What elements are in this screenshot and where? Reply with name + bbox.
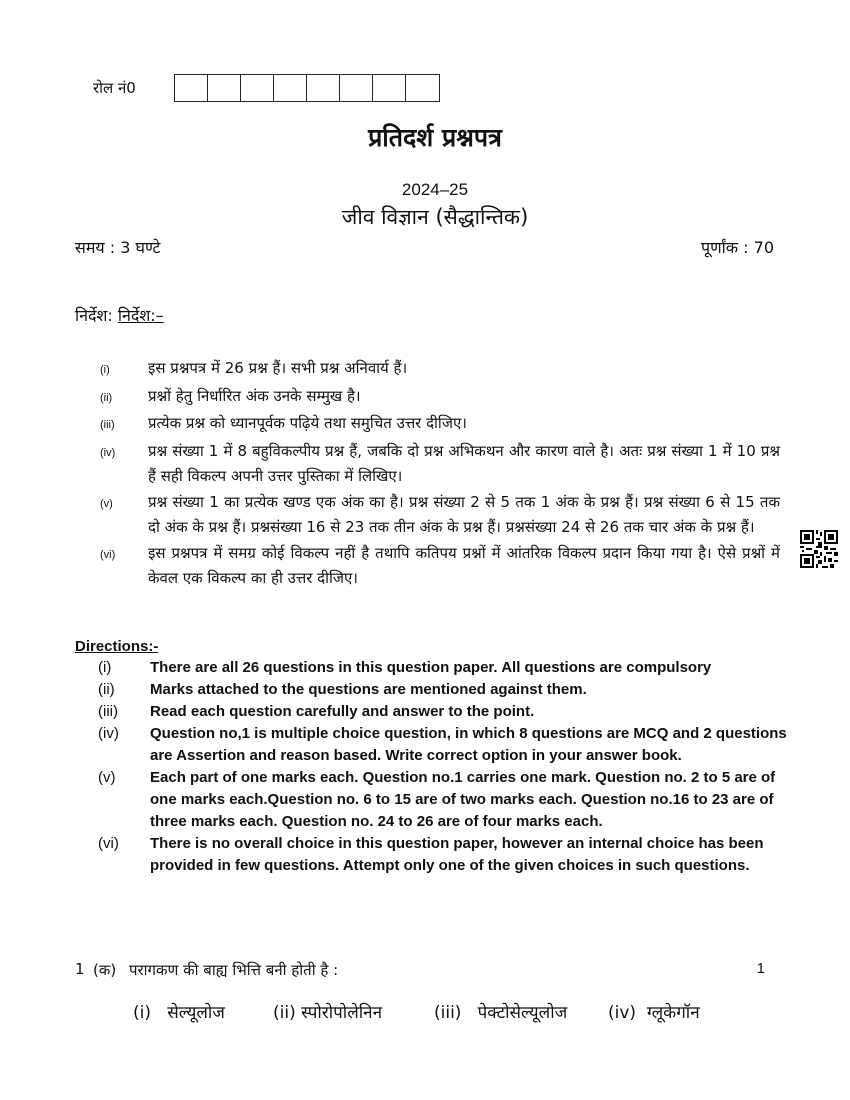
hindi-heading-prefix: निर्देश:: [75, 306, 113, 325]
subject-title: जीव विज्ञान (सैद्धान्तिक): [341, 205, 529, 229]
item-text: There are all 26 questions in this question paper. All questions are compulsory: [150, 659, 712, 676]
option-text: पेक्टोसेल्यूलोज: [477, 1003, 568, 1023]
item-text: प्रश्न संख्या 1 का प्रत्येक खण्ड एक अंक का है। प्रश्न संख्या 2 से 5 तक 1 अंक के प्रश्न हैं। प्रश्न संख्या 6 से 15 तक दो अंक के प्रश्न हैं। प्रश्नसंख्या 16 से 23 तक तीन अंक के प्रश्न हैं। प्रश्नसंख्या 24 से 26 तक चार अंक के प्रश्न हैं।: [148, 492, 780, 536]
list-item: [100, 411, 780, 439]
question-text: परागकण की बाह्य भित्ति बनी होती है :: [129, 961, 339, 979]
option-4[interactable]: [608, 1000, 700, 1023]
hindi-directions-list: [100, 356, 780, 592]
item-number: (vi): [98, 835, 119, 852]
question-number: 1: [75, 960, 85, 978]
list-item: [98, 833, 798, 877]
item-number: (iii): [98, 703, 118, 720]
option-number: (iv): [608, 1003, 637, 1023]
session-year: 2024–25: [401, 180, 469, 199]
option-2[interactable]: [273, 1000, 382, 1023]
list-item: [100, 439, 780, 490]
item-text: Read each question carefully and answer to the point.: [150, 703, 535, 720]
item-text: प्रश्न संख्या 1 में 8 बहुविकल्पीय प्रश्न हैं, जबकि दो प्रश्न अभिकथन और कारण वाले है। अतः प्रश्न संख्या 1 में 10 प्रश्न हैं सही विकल्प अपनी उत्तर पुस्तिका में लिखिए।: [148, 441, 780, 485]
english-directions-list: [98, 657, 798, 877]
item-text: There is no overall choice in this question paper, however an internal choice has been provided in few questions. Attempt only one of the given choices in such questions.: [150, 835, 764, 874]
option-number: (i): [133, 1003, 151, 1023]
list-item: [100, 541, 780, 592]
roll-digit-box[interactable]: [307, 75, 340, 101]
option-text: ग्लूकेगॉन: [646, 1003, 700, 1023]
item-number: (iv): [100, 446, 116, 459]
roll-number-label: रोल नं0: [93, 79, 136, 97]
question-1: [75, 960, 765, 980]
roll-digit-box[interactable]: [274, 75, 307, 101]
roll-digit-box[interactable]: [208, 75, 241, 101]
item-number: (v): [98, 769, 116, 786]
roll-digit-box[interactable]: [340, 75, 373, 101]
list-item: [98, 701, 798, 723]
item-number: (ii): [100, 391, 113, 404]
item-number: (vi): [100, 548, 116, 561]
item-number: (v): [100, 497, 113, 510]
item-number: (i): [98, 659, 112, 676]
list-item: [98, 767, 798, 833]
option-number: (ii): [273, 1003, 296, 1023]
item-number: (iv): [98, 725, 119, 742]
question-marks: 1: [756, 960, 765, 977]
option-text: स्पोरोपोलेनिन: [301, 1003, 383, 1023]
option-text: सेल्यूलोज: [167, 1003, 225, 1023]
list-item: [98, 679, 798, 701]
roll-number-boxes[interactable]: [174, 74, 440, 102]
list-item: [98, 657, 798, 679]
item-text: Marks attached to the questions are mentioned against them.: [150, 681, 587, 698]
list-item: [100, 384, 780, 412]
item-number: (ii): [98, 681, 115, 698]
item-number: (i): [100, 364, 110, 376]
hindi-heading-underlined: निर्देश:–: [117, 306, 164, 325]
option-3[interactable]: [434, 1000, 567, 1023]
option-number: (iii): [434, 1003, 462, 1023]
list-item: [100, 356, 780, 384]
option-1[interactable]: [133, 1000, 225, 1023]
item-text: इस प्रश्नपत्र में समग्र कोई विकल्प नहीं है तथापि कतिपय प्रश्नों में आंतरिक विकल्प प्रदान किया गया है। ऐसे प्रश्नों में केवल एक विकल्प का ही उत्तर दीजिए।: [148, 543, 780, 587]
hindi-directions-heading: [75, 304, 164, 326]
roll-digit-box[interactable]: [373, 75, 406, 101]
maximum-marks: पूर्णांक : 70: [700, 238, 774, 257]
item-text: प्रत्येक प्रश्न को ध्यानपूर्वक पढ़िये तथा समुचित उत्तर दीजिए।: [148, 414, 467, 432]
item-text: Each part of one marks each. Question no.1 carries one mark. Question no. 2 to 5 are of one marks each.Question no. 6 to 15 are of two marks each. Question no.16 to 23 are of three marks each. Question no. 24 to 26 are of four marks each.: [150, 769, 776, 830]
item-text: इस प्रश्नपत्र में 26 प्रश्न हैं। सभी प्रश्न अनिवार्य हैं।: [148, 359, 408, 377]
item-text: Question no,1 is multiple choice question, in which 8 questions are MCQ and 2 questions are Assertion and reason based. Write correct option in your answer book.: [150, 725, 787, 764]
item-text: प्रश्नों हेतु निर्धारित अंक उनके सम्मुख है।: [148, 386, 361, 405]
roll-digit-box[interactable]: [175, 75, 208, 101]
paper-title: प्रतिदर्श प्रश्नपत्र: [368, 123, 502, 152]
question-part: (क): [93, 961, 117, 979]
list-item: [98, 723, 798, 767]
qr-code-icon: [800, 530, 838, 568]
english-directions-heading: Directions:-: [75, 638, 159, 655]
roll-digit-box[interactable]: [241, 75, 274, 101]
time-allowed: समय : 3 घण्टे: [75, 238, 161, 257]
list-item: [100, 490, 780, 541]
item-number: (iii): [100, 419, 115, 431]
roll-digit-box[interactable]: [406, 75, 439, 101]
